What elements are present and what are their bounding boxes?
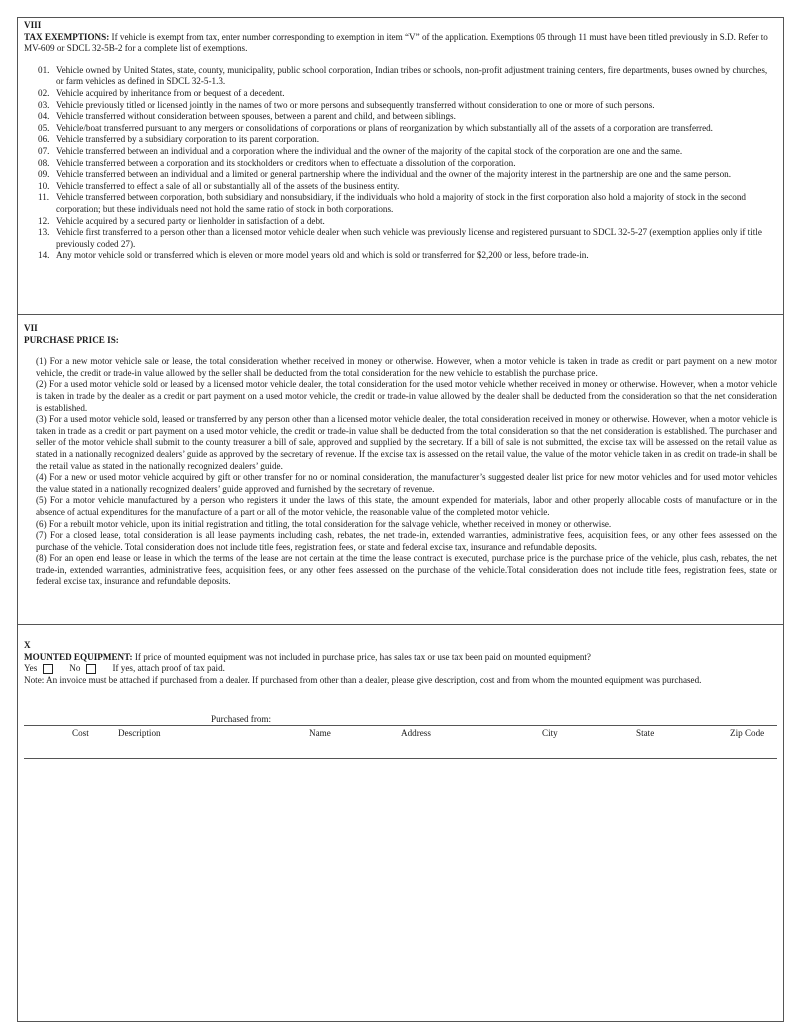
purchase-price-paragraph: (3) For a used motor vehicle sold, leased or transferred by any person other than a licensed motor vehicle dealer, the total consideration received in money or otherwise. However, when a motor vehicle is taken in trade as a credit or part payment on a used motor vehicle, the credit or trade-in value shall be deducted from the total consideration so that the net consideration is established. The purchaser and seller of the motor vehicle shall submit to the county treasurer a bill of sale, approved and supplied by the secretary. If a bill of sale is not submitted, the excise tax will be assessed on the retail value as stated in a nationally recognized dealers’ guide as approved by the secretary of revenue. If the excise tax is assessed on the retail value, the value of the motor vehicle taken in as credit on trade-in shall be the retail value as stated in the nationally recognized dealers’ guide. xyxy=(36,414,777,471)
item-text: Vehicle transferred between a corporation and its stockholders or creditors when to effectuate a dissolution of the corporation. xyxy=(56,157,516,168)
column-zip-code: Zip Code xyxy=(730,728,765,738)
exemption-item xyxy=(38,65,777,88)
tax-exemptions-intro xyxy=(24,32,777,55)
purchase-price-paragraph: (6) For a rebuilt motor vehicle, upon its initial registration and titling, the total consideration for the salvage vehicle, whether received in money or otherwise. xyxy=(36,518,612,529)
item-number: 10. xyxy=(38,180,50,191)
section-number: VII xyxy=(24,323,38,333)
column-description: Description xyxy=(118,728,161,738)
purchase-price-rules xyxy=(24,356,777,588)
item-text: Vehicle transferred between an individual and a limited or general partnership where the individual and the owner of the majority interest in the partnership are one and the same person. xyxy=(56,169,732,180)
exemption-list xyxy=(24,65,777,262)
table-top-line xyxy=(24,725,777,726)
mounted-equipment-table xyxy=(24,714,777,774)
exemption-item xyxy=(38,134,777,146)
purchase-price-paragraph: (5) For a motor vehicle manufactured by a person who registers it under the laws of this state, the amount expended for materials, labor and other properly allocable costs of manufacture or in the absence of actual expenditures for the manufacture of a part or all of the motor vehicle, the reasonable value of the completed motor vehicle. xyxy=(36,495,777,517)
exemption-item xyxy=(38,169,777,181)
item-text: Vehicle previously titled or licensed jointly in the names of two or more persons and subsequently transferred without consideration to one or more of such persons. xyxy=(56,99,655,110)
exemption-item xyxy=(38,192,777,215)
item-number: 14. xyxy=(38,250,50,261)
exemption-item xyxy=(38,88,777,100)
section-purchase-price xyxy=(18,314,783,588)
item-number: 02. xyxy=(38,87,50,98)
no-label: No xyxy=(69,663,81,674)
item-text: Vehicle transferred between an individual and a corporation where the individual and the owner of the majority of the capital stock of the corporation are one and the same. xyxy=(56,145,683,156)
column-name: Name xyxy=(309,728,331,738)
form-frame xyxy=(17,17,784,1022)
purchased-from-label: Purchased from: xyxy=(211,714,272,724)
item-number: 04. xyxy=(38,111,50,122)
section-heading: PURCHASE PRICE IS: xyxy=(24,334,119,345)
item-text: Vehicle acquired by a secured party or lienholder in satisfaction of a debt. xyxy=(56,215,325,226)
item-text: Vehicle transferred without consideration between spouses, between a parent and child, and between siblings. xyxy=(56,111,456,122)
purchase-price-paragraph: (8) For an open end lease or lease in which the terms of the lease are not certain at the time the lease contract is executed, purchase price is the purchase price of the vehicle, plus cash, rebates, the net trade-in, extended warranties, administrative fees, acquisition fees, or any other fees assessed on the purchase of the vehicle.Total consideration does not include title fees, registration fees, state or federal excise tax, insurance and refundable deposits. xyxy=(36,553,777,587)
exemption-item xyxy=(38,250,777,262)
tax-paid-options xyxy=(24,663,777,675)
yes-label: Yes xyxy=(24,663,38,674)
yes-checkbox[interactable] xyxy=(43,664,53,674)
item-number: 07. xyxy=(38,145,50,156)
exemption-item xyxy=(38,158,777,170)
item-number: 13. xyxy=(38,227,50,238)
exemption-item xyxy=(38,181,777,193)
exemption-item xyxy=(38,216,777,228)
column-state: State xyxy=(636,728,655,738)
exemption-item xyxy=(38,146,777,158)
exemption-item xyxy=(38,100,777,112)
exemption-item xyxy=(38,123,777,135)
entry-line[interactable] xyxy=(24,758,777,759)
exemption-item xyxy=(38,227,777,250)
purchase-price-paragraph: (7) For a closed lease, total consideration is all lease payments including cash, rebates, the net trade-in, extended warranties, administrative fees, acquisition fees, or any other fees assessed on the purchase of the vehicle. Total consideration does not include title fees, registration fees, or state and federal excise tax, insurance and refundable deposits. xyxy=(36,530,777,552)
item-text: Vehicle acquired by inheritance from or bequest of a decedent. xyxy=(56,87,285,98)
item-text: Vehicle first transferred to a person other than a licensed motor vehicle dealer when such vehicle was previously license and registered pursuant to SDCL 32-5-27 (exemption applies only if title previously coded 27). xyxy=(56,227,762,249)
section-mounted-equipment xyxy=(18,624,783,686)
intro-text: If vehicle is exempt from tax, enter number corresponding to exemption in item “V” of the application. Exemptions 05 through 11 must have been titled previously in S.D. Refer to MV-609 or SDCL 32-5B-2 for a complete list of exemptions. xyxy=(24,31,768,54)
section-number: VIII xyxy=(24,20,42,30)
item-text: Vehicle transferred between corporation, both subsidiary and nonsubsidiary, if the individuals who hold a majority of stock in the first corporation also hold a majority of stock in the second corporation; but these individuals need not hold the same ratio of stock in both corporations. xyxy=(56,192,746,214)
section-heading: TAX EXEMPTIONS: xyxy=(24,31,110,42)
column-city: City xyxy=(542,728,558,738)
item-text: Vehicle transferred by a subsidiary corporation to its parent corporation. xyxy=(56,134,320,145)
item-number: 06. xyxy=(38,134,50,145)
item-number: 05. xyxy=(38,122,50,133)
item-text: Vehicle owned by United States, state, county, municipality, public school corporation, Indian tribes or schools, non-profit adjustment training centers, fire departments, buses owned by churches, or farm vehicles as defined in SDCL 32-5-1.3. xyxy=(56,64,768,87)
column-address: Address xyxy=(401,728,431,738)
section-tax-exemptions xyxy=(18,20,783,262)
item-number: 12. xyxy=(38,215,50,226)
item-text: Vehicle transferred to effect a sale of all or substantially all of the assets of the business entity. xyxy=(56,180,400,191)
item-text: Vehicle/boat transferred pursuant to any mergers or consolidations of corporations or plans of reorganization by which substantially all of the assets of a corporation are transferred. xyxy=(56,122,713,133)
item-text: Any motor vehicle sold or transferred which is eleven or more model years old and which is sold or transferred for $2,200 or less, before trade-in. xyxy=(56,250,589,261)
section-heading: MOUNTED EQUIPMENT: xyxy=(24,651,133,662)
purchase-price-paragraph: (1) For a new motor vehicle sale or lease, the total consideration whether received in money or otherwise. However, when a motor vehicle is taken in trade as credit or part payment on a new motor vehicle, the credit or trade-in value allowed by the seller shall be deducted from the total consideration for the new vehicle to establish the purchase price. xyxy=(36,356,777,378)
invoice-note: Note: An invoice must be attached if purchased from a dealer. If purchased from other than a dealer, please give description, cost and from whom the mounted equipment was purchased. xyxy=(24,674,702,685)
purchase-price-paragraph: (4) For a new or used motor vehicle acquired by gift or other transfer for no or nominal consideration, the manufacturer’s suggested dealer list price for new motor vehicles and for used motor vehicles the value stated in a nationally recognized dealers’ guide approved and furnished by the secretary of revenue. xyxy=(36,472,777,494)
item-number: 09. xyxy=(38,169,50,180)
exemption-item xyxy=(38,111,777,123)
no-checkbox[interactable] xyxy=(86,664,96,674)
if-yes-instruction: If yes, attach proof of tax paid. xyxy=(112,663,225,674)
section-number: X xyxy=(24,640,31,650)
item-number: 08. xyxy=(38,157,50,168)
column-cost: Cost xyxy=(72,728,89,738)
purchase-price-paragraph: (2) For a used motor vehicle sold or leased by a licensed motor vehicle dealer, the total consideration for the used motor vehicle whether received in money or otherwise. However, when a motor vehicle is taken in trade by the dealer as a credit or part payment on a used motor vehicle, the credit or trade-in value allowed by the dealer shall be deducted from the consideration so that the net consideration is established. xyxy=(36,379,777,413)
question-text: If price of mounted equipment was not included in purchase price, has sales tax or use tax been paid on mounted equipment? xyxy=(134,651,591,662)
item-number: 01. xyxy=(38,64,50,75)
item-number: 03. xyxy=(38,99,50,110)
mounted-equipment-question xyxy=(24,652,777,664)
item-number: 11. xyxy=(38,192,50,203)
